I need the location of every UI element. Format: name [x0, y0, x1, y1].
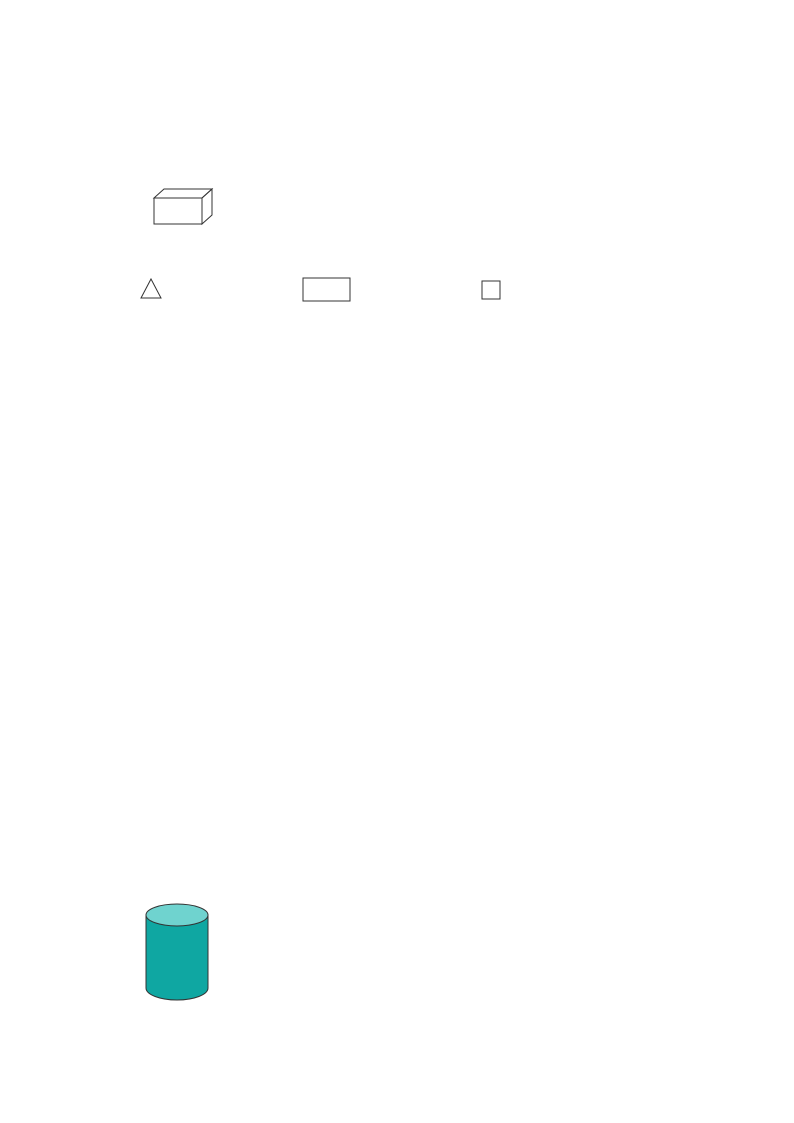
- square-icon: [481, 280, 502, 301]
- rectangle-icon: [302, 277, 352, 303]
- triangle-icon: [140, 277, 162, 299]
- cuboid-icon: [152, 188, 214, 226]
- cylinder-icon: [143, 902, 211, 1002]
